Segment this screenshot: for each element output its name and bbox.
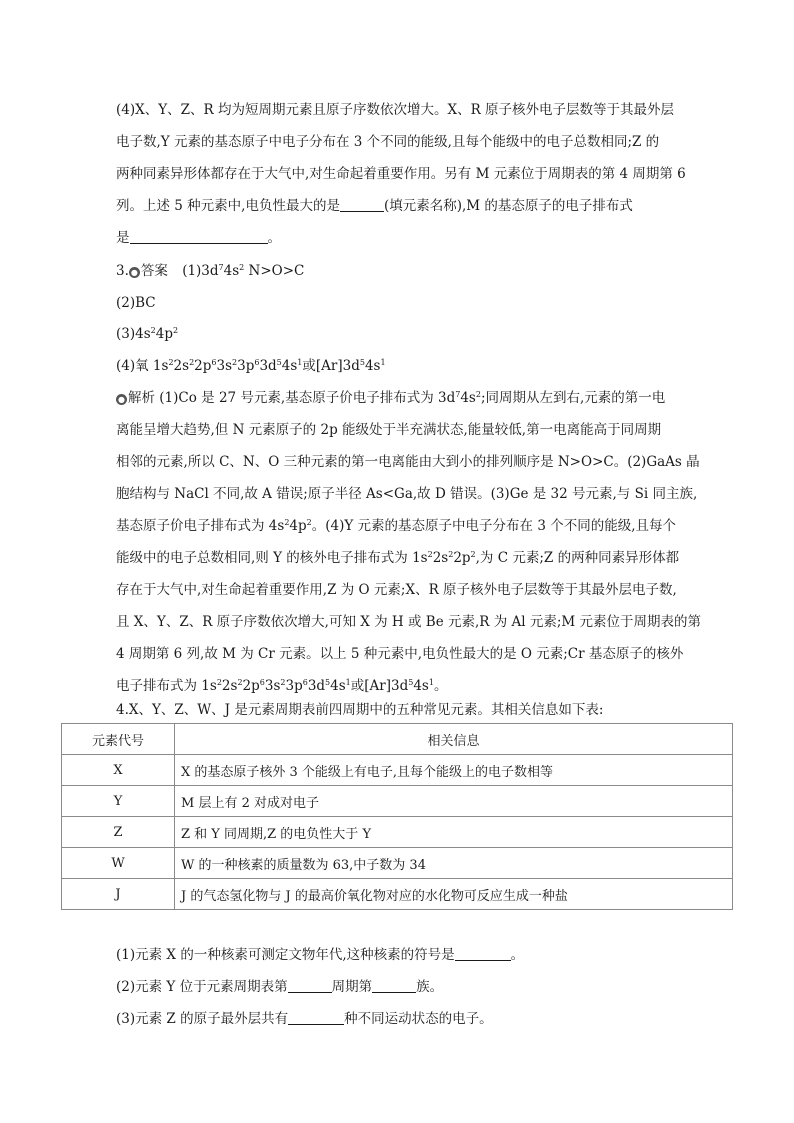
table-header-code: 元素代号 [62, 724, 175, 755]
table-row [62, 817, 733, 848]
q4-stem-text: 是 [116, 230, 130, 246]
element-info: M 层上有 2 对成对电子 [175, 786, 733, 817]
answer-blank[interactable] [340, 197, 384, 212]
analysis-line-9: 4 周期第 6 列,故 M 为 Cr 元素。以上 5 种元素中,电负性最大的是 O 元素;Cr 基态原子的核外 [116, 646, 684, 662]
q4-stem-text: 列。上述 5 种元素中,电负性最大的是 [116, 198, 340, 214]
answer-label: 答案 [140, 263, 168, 279]
answer-heading [116, 261, 304, 281]
answer-marker-icon: ● [129, 267, 140, 278]
q4-stem-line-3: 两种同素异形体都存在于大气中,对生命起着重要作用。另有 M 元素位于周期表的第 4 周期第 6 [116, 166, 686, 182]
analysis-line-6: 能级中的电子总数相同,则 Y 的核外电子排布式为 $1s^22s^22p^2$,为 C 元素;Z 的两种同素异形体都 [116, 550, 680, 566]
analysis-label: 解析 [128, 390, 155, 406]
answer-blank[interactable] [130, 229, 268, 244]
answer-blank[interactable] [288, 1010, 344, 1025]
element-info: Z 和 Y 同周期,Z 的电负性大于 Y [175, 817, 733, 848]
element-code: Z [62, 817, 175, 848]
element-info: W 的一种核素的质量数为 63,中子数为 34 [175, 848, 733, 879]
element-code: Y [62, 786, 175, 817]
q4-part-1: (1)元素 X 的一种核素可测定文物年代,这种核素的符号是 。 [116, 947, 525, 963]
table-row [62, 755, 733, 786]
q4-intro: 4.X、Y、Z、W、J 是元素周期表前四周期中的五种常见元素。其相关信息如下表: [116, 702, 604, 718]
table-header-row [62, 724, 733, 755]
answer-blank[interactable] [372, 978, 416, 993]
answer-1: $(1)3d^74s^2$ N>O>C [182, 263, 305, 279]
table-row [62, 848, 733, 879]
analysis-line-3: 相邻的元素,所以 C、N、O 三种元素的第一电离能由大到小的排列顺序是 N>O>C。(2)GaAs 晶 [116, 454, 700, 470]
analysis-marker-icon: ● [116, 394, 127, 405]
question-number: 3. [116, 263, 129, 279]
element-info: J 的气态氢化物与 J 的最高价氧化物对应的水化物可反应生成一种盐 [175, 879, 733, 910]
q4-part-3: (3)元素 Z 的原子最外层共有 种不同运动状态的电子。 [116, 1011, 493, 1027]
analysis-line-7: 存在于大气中,对生命起着重要作用,Z 为 O 元素;X、R 原子核外电子层数等于其最外层电子数, [116, 582, 677, 598]
element-info: X 的基态原子核外 3 个能级上有电子,且每个能级上的电子数相等 [175, 755, 733, 786]
table-row [62, 786, 733, 817]
table-header-info: 相关信息 [175, 724, 733, 755]
analysis-line-1: ● 解析 (1)Co 是 27 号元素,基态原子价电子排布式为 $3d^74s^2$;同周期从左到右,元素的第一电 [118, 390, 666, 406]
answer-blank[interactable] [455, 946, 511, 961]
element-code: W [62, 848, 175, 879]
element-code: J [62, 879, 175, 910]
q4-stem-text: (填元素名称),M 的基态原子的电子排布式 [383, 198, 633, 214]
q4-stem-line-1: (4)X、Y、Z、R 均为短周期元素且原子序数依次增大。X、R 原子核外电子层数等于其最外层 [116, 102, 675, 118]
table-row [62, 879, 733, 910]
element-info-table [61, 723, 733, 910]
element-code: X [62, 755, 175, 786]
analysis-line-10: 电子排布式为 $1s^22s^22p^63s^23p^63d^54s^1$或$[Ar]3d^54s^1$。 [116, 678, 448, 694]
answer-3: $(3)4s^24p^2$ [116, 326, 179, 342]
answer-blank[interactable] [288, 978, 332, 993]
analysis-line-4: 胞结构与 NaCl 不同,故 A 错误;原子半径 As<Ga,故 D 错误。(3)Ge 是 32 号元素,与 Si 同主族, [116, 486, 698, 502]
q4-stem-line-5 [116, 228, 281, 248]
q4-part-2: (2)元素 Y 位于元素周期表第 周期第 族。 [116, 979, 444, 995]
analysis-line-8: 且 X、Y、Z、R 原子序数依次增大,可知 X 为 H 或 Be 元素,R 为 Al 元素;M 元素位于周期表的第 [116, 614, 702, 630]
q4-stem-line-4 [116, 196, 633, 216]
answer-4: (4)氧 $1s^22s^22p^63s^23p^63d^54s^1$或$[Ar]3d^54s^1$ [116, 358, 386, 374]
analysis-line-5: 基态原子价电子排布式为 $4s^24p^2$。(4)Y 元素的基态原子中电子分布在 3 个不同的能级,且每个 [116, 518, 677, 534]
q4-stem-line-2: 电子数,Y 元素的基态原子中电子分布在 3 个不同的能级,且每个能级中的电子总数相同;Z 的 [116, 134, 660, 150]
answer-2: (2)BC [116, 295, 156, 311]
q4-stem-text: 。 [267, 230, 281, 246]
analysis-line-2: 离能呈增大趋势,但 N 元素原子的 2p 能级处于半充满状态,能量较低,第一电离能高于同周期 [116, 422, 662, 438]
